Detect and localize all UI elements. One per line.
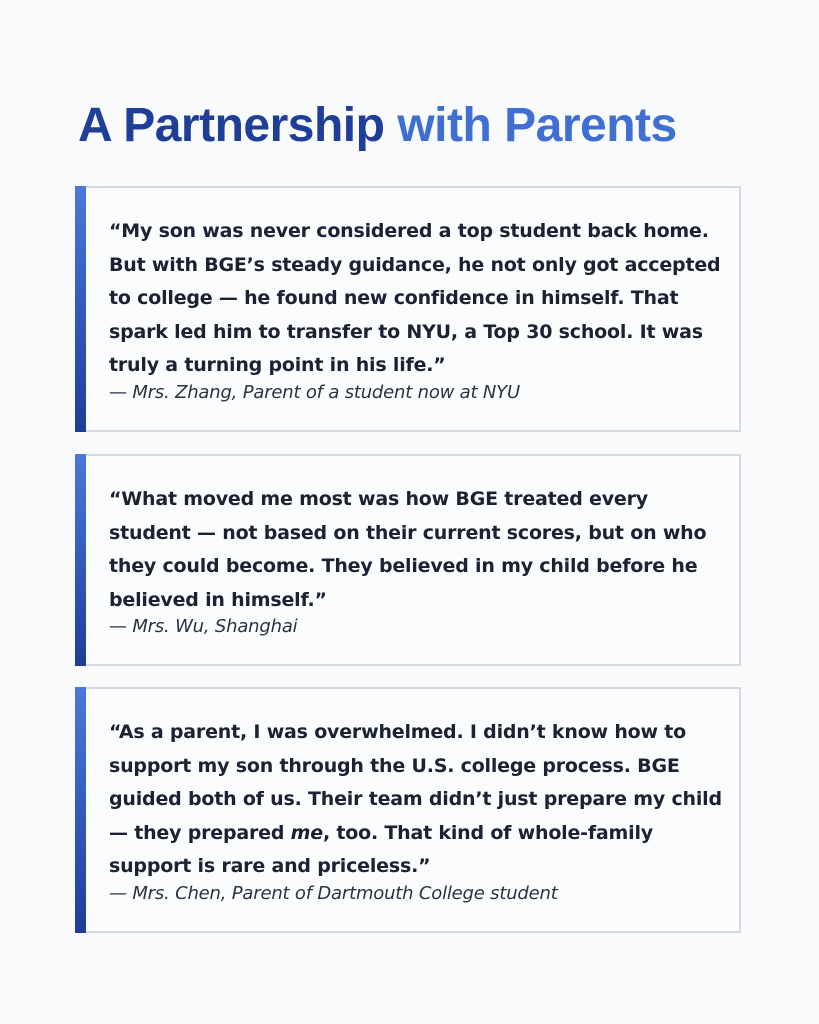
- testimonial-attribution: — Mrs. Zhang, Parent of a student now at NYU: [109, 382, 520, 403]
- accent-bar: [75, 186, 86, 432]
- testimonial-card-chen: [75, 687, 741, 933]
- quote-text-before: “As a parent, I was overwhelmed. I didn’t know how to support my son through the U.S. college process. BGE guided both of us. Their team didn’t just prepare my child — they prepared: [109, 721, 722, 844]
- testimonial-card-zhang: [75, 186, 741, 432]
- testimonial-attribution: — Mrs. Chen, Parent of Dartmouth College student: [109, 883, 558, 904]
- accent-bar: [75, 687, 86, 933]
- page-title-primary: A Partnership: [78, 99, 385, 152]
- testimonial-quote: “My son was never considered a top student back home. But with BGE’s steady guidance, he not only got accepted to college — he found new confidence in himself. That spark led him to transfer to NYU, a Top 30 school. It was truly a turning point in his life.”: [109, 220, 721, 376]
- testimonial-quote: [109, 716, 729, 884]
- accent-bar: [75, 454, 86, 666]
- quote-text-after: , too. That kind of whole-family support is rare and priceless.”: [109, 821, 653, 877]
- page-title-accent: with Parents: [397, 99, 677, 152]
- testimonial-quote: “What moved me most was how BGE treated every student — not based on their current scores, but on who they could become. They believed in my child before he believed in himself.”: [109, 488, 707, 611]
- quote-emphasis: me: [290, 821, 323, 844]
- testimonial-attribution: — Mrs. Wu, Shanghai: [109, 616, 298, 637]
- page-title: [78, 98, 677, 154]
- testimonial-card-wu: [75, 454, 741, 666]
